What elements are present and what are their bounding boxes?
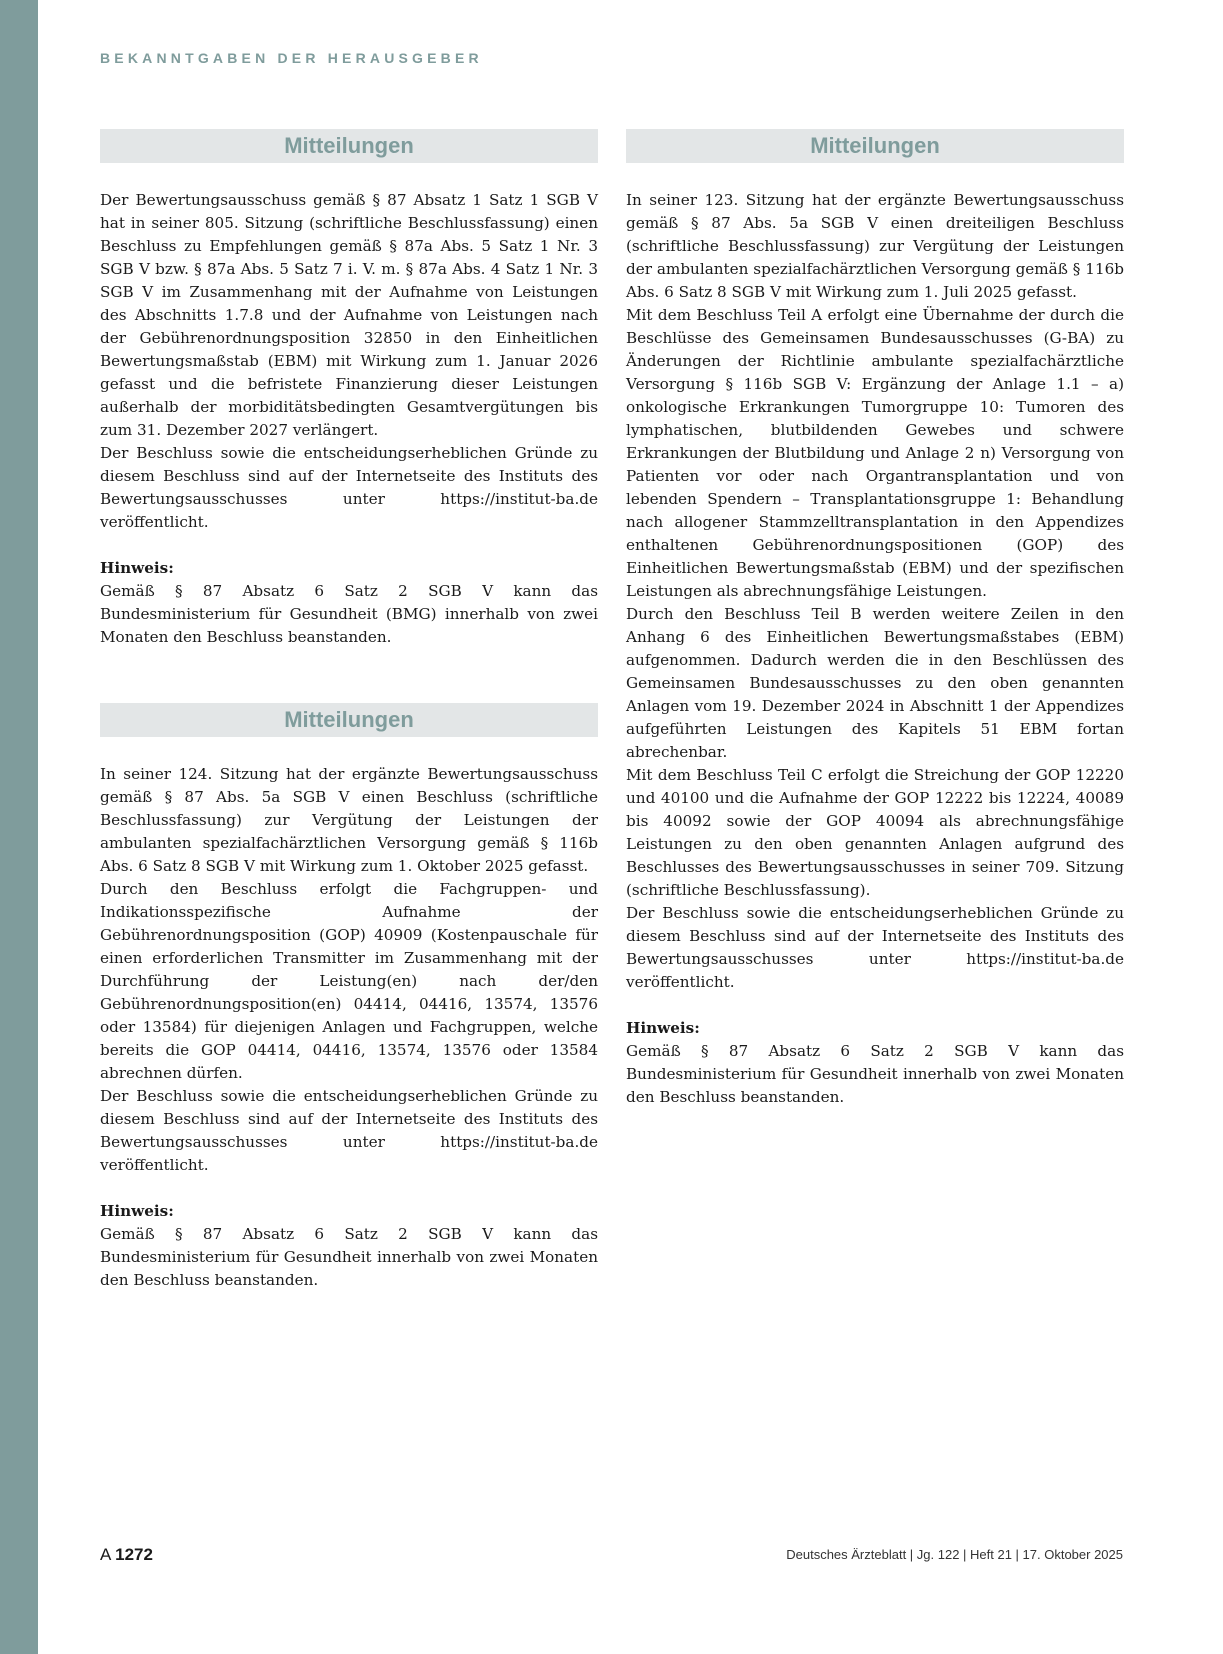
hint-text: Gemäß § 87 Absatz 6 Satz 2 SGB V kann das Bundesministerium für Gesundheit innerhalb von zwei Monaten den Beschluss beanstanden.: [626, 1042, 1124, 1106]
article-title: Mitteilungen: [100, 129, 598, 163]
article-paragraph: Der Beschluss sowie die entscheidungserheblichen Gründe zu diesem Beschluss sind auf der Internetseite des Instituts des Bewertungsausschusses unter https://institut-ba.de veröffentlicht.: [100, 1087, 598, 1174]
article-paragraph: In seiner 124. Sitzung hat der ergänzte Bewertungsausschuss gemäß § 87 Abs. 5a SGB V einen Beschluss (schriftliche Beschlussfassung) zur Vergütung der Leistungen der ambulanten spezialfachärztlichen Versorgung gemäß § 116b Abs. 6 Satz 8 SGB V mit Wirkung zum 1. Oktober 2025 gefasst.: [100, 765, 598, 875]
page-number-value: 1272: [115, 1545, 153, 1564]
article-3: [626, 129, 1124, 1109]
section-header: BEKANNTGABEN DER HERAUSGEBER: [100, 50, 483, 66]
article-paragraph: Der Beschluss sowie die entscheidungserheblichen Gründe zu diesem Beschluss sind auf der Internetseite des Instituts des Bewertungsausschusses unter https://institut-ba.de veröffentlicht.: [100, 444, 598, 531]
article-title: Mitteilungen: [100, 703, 598, 737]
article-paragraph: Durch den Beschluss erfolgt die Fachgruppen- und Indikationsspezifische Aufnahme der Gebührenordnungsposition (GOP) 40909 (Kostenpauschale für einen erforderlichen Transmitter im Zusammenhang mit der Durchführung der Leistung(en) nach der/den Gebührenordnungsposition(en) 04414, 04416, 13574, 13576 oder 13584) für diejenigen Anlagen und Fachgruppen, welche bereits die GOP 04414, 04416, 13574, 13576 oder 13584 abrechnen dürfen.: [100, 880, 598, 1082]
article-paragraph: Der Beschluss sowie die entscheidungserheblichen Gründe zu diesem Beschluss sind auf der Internetseite des Instituts des Bewertungsausschusses unter https://institut-ba.de veröffentlicht.: [626, 904, 1124, 991]
hint-label: Hinweis:: [100, 1202, 174, 1220]
hint-label: Hinweis:: [100, 559, 174, 577]
hint-text: Gemäß § 87 Absatz 6 Satz 2 SGB V kann das Bundesministerium für Gesundheit innerhalb von zwei Monaten den Beschluss beanstanden.: [100, 1225, 598, 1289]
hint-label: Hinweis:: [626, 1019, 700, 1037]
article-paragraph: Durch den Beschluss Teil B werden weitere Zeilen in den Anhang 6 des Einheitlichen Bewertungsmaßstabes (EBM) aufgenommen. Dadurch werden die in den Beschlüssen des Gemeinsamen Bundesausschusses zu den oben genannten Anlagen vom 19. Dezember 2024 in Abschnitt 1 der Appendizes aufgeführten Leistungen des Kapitels 51 EBM fortan abrechenbar.: [626, 605, 1124, 761]
page-prefix: A: [100, 1545, 111, 1564]
hint-text: Gemäß § 87 Absatz 6 Satz 2 SGB V kann das Bundesministerium für Gesundheit (BMG) innerhalb von zwei Monaten den Beschluss beanstanden.: [100, 582, 598, 646]
side-color-bar: [0, 0, 38, 1654]
article-paragraph: Mit dem Beschluss Teil C erfolgt die Streichung der GOP 12220 und 40100 und die Aufnahme der GOP 12222 bis 12224, 40089 bis 40092 sowie der GOP 40094 als abrechnungsfähige Leistungen zu den oben genannten Anlagen aufgrund des Beschlusses des Bewertungsausschusses in seiner 709. Sitzung (schriftliche Beschlussfassung).: [626, 766, 1124, 899]
article-title: Mitteilungen: [626, 129, 1124, 163]
article-paragraph: Mit dem Beschluss Teil A erfolgt eine Übernahme der durch die Beschlüsse des Gemeinsamen Bundesausschusses (G-BA) zu Änderungen der Richtlinie ambulante spezialfachärztliche Versorgung § 116b SGB V: Ergänzung der Anlage 1.1 – a) onkologische Erkrankungen Tumorgruppe 10: Tumoren des lymphatischen, blutbildenden Gewebes und schwere Erkrankungen der Blutbildung und Anlage 2 n) Versorgung von Patienten vor oder nach Organtransplantation und von lebenden Spendern – Transplantationsgruppe 1: Behandlung nach allogener Stammzelltransplantation in den Appendizes enthaltenen Gebührenordnungspositionen (GOP) des Einheitlichen Bewertungsmaßstab (EBM) und der spezifischen Leistungen als abrechnungsfähige Leistungen.: [626, 306, 1124, 600]
article-1: [100, 129, 598, 649]
article-paragraph: Der Bewertungsausschuss gemäß § 87 Absatz 1 Satz 1 SGB V hat in seiner 805. Sitzung (schriftliche Beschlussfassung) einen Beschluss zu Empfehlungen gemäß § 87a Abs. 5 Satz 1 Nr. 3 SGB V bzw. § 87a Abs. 5 Satz 7 i. V. m. § 87a Abs. 4 Satz 1 Nr. 3 SGB V im Zusammenhang mit der Aufnahme von Leistungen des Abschnitts 1.7.8 und der Aufnahme von Leistungen nach der Gebührenordnungsposition 32850 in den Einheitlichen Bewertungsmaßstab (EBM) mit Wirkung zum 1. Januar 2026 gefasst und die befristete Finanzierung dieser Leistungen außerhalb der morbiditätsbedingten Gesamtvergütungen bis zum 31. Dezember 2027 verlängert.: [100, 191, 598, 439]
page-number: [100, 1545, 153, 1565]
publication-info: Deutsches Ärzteblatt | Jg. 122 | Heft 21 | 17. Oktober 2025: [786, 1547, 1123, 1562]
article-2: [100, 703, 598, 1292]
article-paragraph: In seiner 123. Sitzung hat der ergänzte Bewertungsausschuss gemäß § 87 Abs. 5a SGB V einen dreiteiligen Beschluss (schriftliche Beschlussfassung) zur Vergütung der Leistungen der ambulanten spezialfachärztlichen Versorgung gemäß § 116b Abs. 6 Satz 8 SGB V mit Wirkung zum 1. Juli 2025 gefasst.: [626, 191, 1124, 301]
